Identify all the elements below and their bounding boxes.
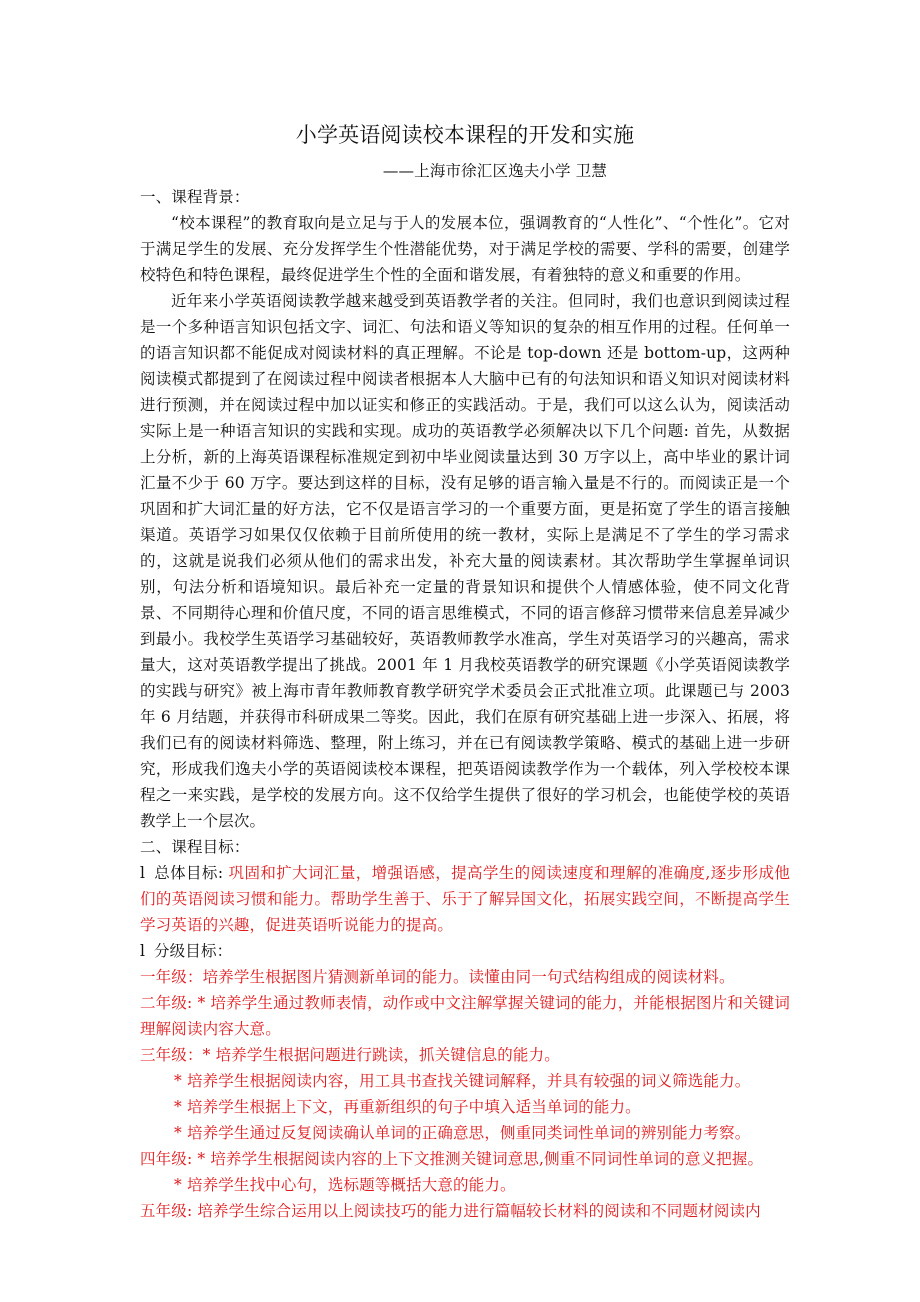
section-heading-background: 一、课程背景： [140, 188, 250, 206]
grade-3-item: * 培养学生根据上下文，再重新组织的句子中填入适当单词的能力。 [174, 1098, 641, 1116]
grade-3-item: * 培养学生根据阅读内容，用工具书查找关键词解释，并具有较强的词义筛选能力。 [174, 1072, 751, 1090]
bullet-marker: l [140, 942, 146, 960]
overall-goal [140, 860, 790, 938]
graded-goal-label: 分级目标： [154, 942, 233, 960]
grade-4-goal: 四年级: * 培养学生根据阅读内容的上下文推测关键词意思,侧重不同词性单词的意义把握。 [140, 1150, 764, 1168]
document-byline: ——上海市徐汇区逸夫小学 卫慧 [382, 162, 608, 180]
background-paragraph-1: “校本课程”的教育取向是立足与于人的发展本位，强调教育的“人性化”、“个性化”。它对于满足学生的发展、充分发挥学生个性潜能优势，对于满足学校的需要、学科的需要，创建学校特色和特色课程，最终促进学生个性的全面和谐发展，有着独特的意义和重要的作用。 [140, 214, 790, 284]
document-title: 小学英语阅读校本课程的开发和实施 [295, 123, 635, 147]
grade-1-goal: 一年级：培养学生根据图片猜测新单词的能力。读懂由同一句式结构组成的阅读材料。 [140, 968, 735, 986]
overall-goal-text: 巩固和扩大词汇量，增强语感，提高学生的阅读速度和理解的准确度,逐步形成他们的英语阅读习惯和能力。帮助学生善于、乐于了解异国文化，拓展实践空间，不断提高学生学习英语的兴趣，促进英语听说能力的提高。 [140, 864, 790, 934]
section-heading-goals: 二、课程目标： [140, 838, 250, 856]
grade-3-goal: 三年级：* 培养学生根据问题进行跳读，抓关键信息的能力。 [140, 1046, 560, 1064]
graded-goal [140, 938, 790, 964]
document-page [140, 120, 790, 1224]
bullet-marker: l [140, 864, 146, 882]
grade-4-item: * 培养学生找中心句，选标题等概括大意的能力。 [174, 1176, 516, 1194]
overall-goal-label: 总体目标: [154, 864, 224, 882]
grade-2-goal: 二年级: * 培养学生通过教师表情，动作或中文注解掌握关键词的能力，并能根据图片和关键词理解阅读内容大意。 [140, 994, 790, 1038]
grade-3-item: * 培养学生通过反复阅读确认单词的正确意思，侧重同类词性单词的辨别能力考察。 [174, 1124, 751, 1142]
background-paragraph-2: 近年来小学英语阅读教学越来越受到英语教学者的关注。但同时，我们也意识到阅读过程是一个多种语言知识包括文字、词汇、句法和语义等知识的复杂的相互作用的过程。任何单一的语言知识都不能促成对阅读材料的真正理解。不论是 top-down 还是 bottom-up，这两种阅读模式都提到了在阅读过程中阅读者根据本人大脑中已有的句法知识和语义知识对阅读材料进行预测，并在阅读过程中加以证实和修正的实践活动。于是，我们可以这么认为，阅读活动实际上是一种语言知识的实践和实现。成功的英语教学必须解决以下几个问题: 首先，从数据上分析，新的上海英语课程标准规定到初中毕业阅读量达到 30 万字以上，高中毕业的累计词汇量不少于 60 万字。要达到这样的目标，没有足够的语言输入量是不行的。而阅读正是一个巩固和扩大词汇量的好方法，它不仅是语言学习的一个重要方面，更是拓宽了学生的语言接触渠道。英语学习如果仅仅依赖于目前所使用的统一教材，实际上是满足不了学生的学习需求的，这就是说我们必须从他们的需求出发，补充大量的阅读素材。其次帮助学生掌握单词识别，句法分析和语境知识。最后补充一定量的背景知识和提供个人情感体验，使不同文化背景、不同期待心理和价值尺度，不同的语言思维模式，不同的语言修辞习惯带来信息差异减少到最小。我校学生英语学习基础较好，英语教师教学水准高，学生对英语学习的兴趣高，需求量大，这对英语教学提出了挑战。2001 年 1 月我校英语教学的研究课题《小学英语阅读教学的实践与研究》被上海市青年教师教育教学研究学术委员会正式批准立项。此课题已与 2003 年 6 月结题，并获得市科研成果二等奖。因此，我们在原有研究基础上进一步深入、拓展，将我们已有的阅读材料筛选、整理，附上练习，并在已有阅读教学策略、模式的基础上进一步研究，形成我们逸夫小学的英语阅读校本课程，把英语阅读教学作为一个载体，列入学校校本课程之一来实践，是学校的发展方向。这不仅给学生提供了很好的学习机会，也能使学校的英语教学上一个层次。 [140, 292, 790, 830]
grade-5-goal: 五年级: 培养学生综合运用以上阅读技巧的能力进行篇幅较长材料的阅读和不同题材阅读内 [140, 1202, 761, 1220]
